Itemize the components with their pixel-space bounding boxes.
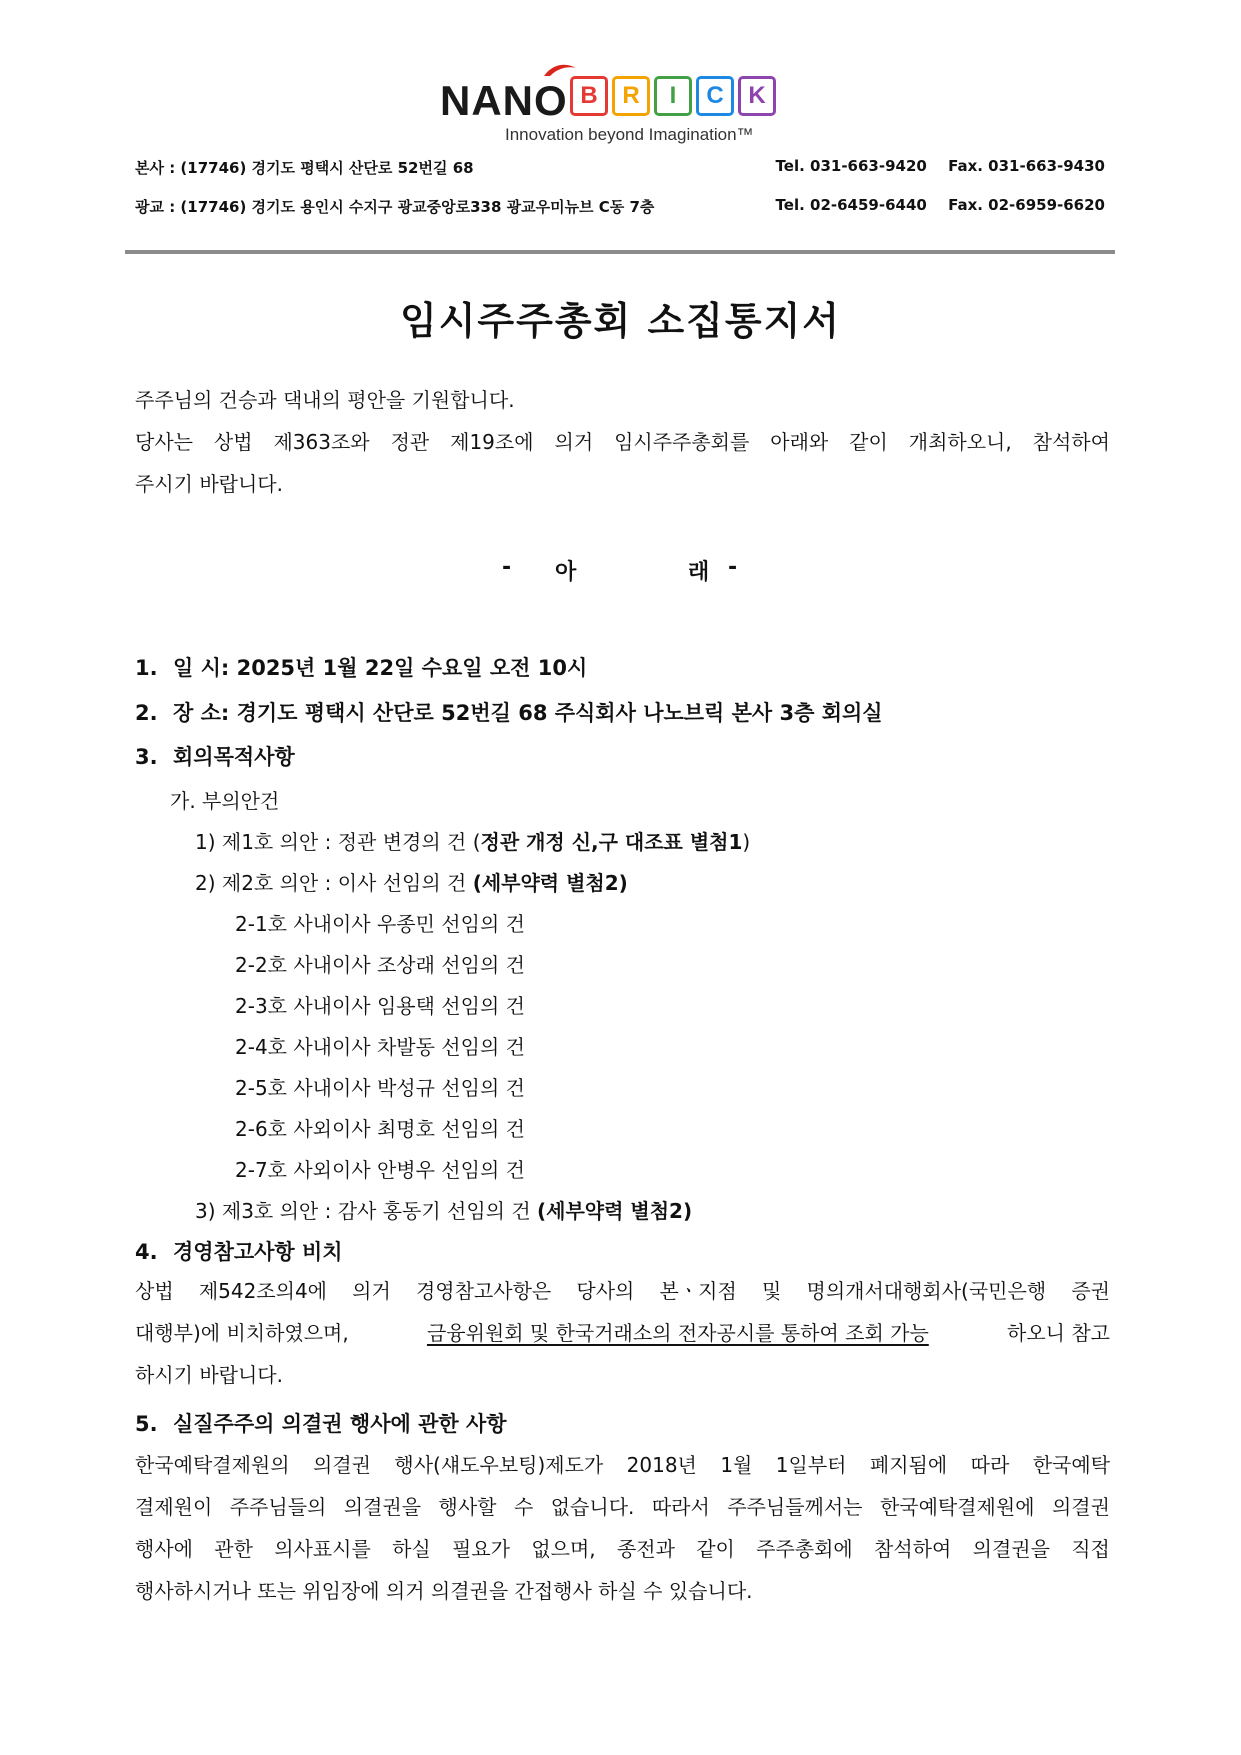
- logo-tagline: Innovation beyond Imagination™: [505, 125, 754, 144]
- item-4-paragraph: [135, 1270, 1110, 1396]
- word: 제542조의4에: [198, 1279, 327, 1303]
- agenda-2: [195, 867, 628, 896]
- logo-nano-text: NANO: [440, 77, 568, 124]
- word: 당사의: [576, 1279, 635, 1303]
- gwanggyo-fax: Fax. 02-6959-6620: [948, 196, 1105, 214]
- item-2-text: 장 소: 경기도 평택시 산단로 52번길 68 주식회사 나노브릭 본사 3층 회의실: [173, 701, 883, 725]
- word: 및: [762, 1279, 782, 1303]
- word: 당사는: [135, 430, 193, 454]
- word: 1월: [720, 1453, 753, 1477]
- item-5-line-1: [135, 1444, 1110, 1486]
- word: 종전과: [616, 1537, 675, 1561]
- word: 결제원이: [135, 1495, 213, 1519]
- agenda-3-attachment: (세부약력 별첨2): [537, 1199, 693, 1223]
- gwanggyo-contact: [760, 196, 1105, 218]
- logo-brick-b: B: [570, 76, 608, 116]
- word: 참석하여: [874, 1537, 952, 1561]
- logo-brick-c: C: [696, 76, 734, 116]
- agenda-1-text: 1) 제1호 의안 : 정관 변경의 건 (: [195, 830, 481, 854]
- below-dash-left: -: [502, 555, 512, 580]
- word: 상법: [135, 1279, 174, 1303]
- item-5-line-4: 행사하시거나 또는 위임장에 의거 의결권을 간접행사 하실 수 있습니다.: [135, 1579, 753, 1603]
- item-4-line-2-pre: 대행부)에 비치하였으며,: [135, 1321, 349, 1345]
- word: 행사할: [438, 1495, 497, 1519]
- item-3-number: 3.: [135, 745, 158, 769]
- item-4-line-3: 하시기 바랍니다.: [135, 1363, 283, 1387]
- item-5-paragraph: [135, 1444, 1110, 1612]
- hq-address-row: [135, 157, 1105, 179]
- intro-line-2: [135, 421, 1110, 463]
- word: 없으며,: [531, 1537, 596, 1561]
- word: 상법: [213, 430, 253, 454]
- intro-paragraph: [135, 379, 1110, 505]
- item-1-datetime: [135, 652, 587, 682]
- word: 주주님들께서는: [727, 1495, 863, 1519]
- item-1-text: 일 시: 2025년 1월 22일 수요일 오전 10시: [173, 656, 588, 680]
- word: 정관: [390, 430, 430, 454]
- agenda-heading: 가. 부의안건: [170, 789, 280, 813]
- item-3-agenda: [135, 741, 295, 771]
- agenda-1-attachment: 정관 개정 신,구 대조표 별첨1: [480, 830, 743, 854]
- logo-brick-k: K: [738, 76, 776, 116]
- word: 주주님들의: [229, 1495, 327, 1519]
- item-2-location: [135, 697, 883, 727]
- word: 본ㆍ지점: [659, 1279, 737, 1303]
- header-divider: [125, 250, 1115, 254]
- word: 필요가: [452, 1537, 511, 1561]
- item-4-text: 경영참고사항 비치: [173, 1240, 343, 1264]
- word: 수: [513, 1495, 534, 1519]
- word: 같이: [849, 430, 888, 454]
- word: 하실: [392, 1537, 431, 1561]
- hq-address: 본사 : (17746) 경기도 평택시 산단로 52번길 68: [135, 159, 474, 177]
- word: 의거: [352, 1279, 391, 1303]
- word: 아래와: [770, 430, 829, 454]
- word: 행사에: [135, 1537, 193, 1561]
- item-4-number: 4.: [135, 1240, 158, 1264]
- item-1-number: 1.: [135, 656, 158, 680]
- intro-line-3: 주시기 바랍니다.: [135, 472, 283, 496]
- gwanggyo-tel: Tel. 02-6459-6440: [775, 196, 927, 214]
- word: 따라: [970, 1453, 1010, 1477]
- word: 제363조와: [273, 430, 370, 454]
- agenda-3-text: 3) 제3호 의안 : 감사 홍동기 선임의 건: [195, 1199, 538, 1223]
- company-logo: [440, 62, 800, 152]
- word: 의결권: [313, 1453, 371, 1477]
- word: 한국예탁결제원의: [135, 1453, 290, 1477]
- item-4-line-2-post: 하오니 참고: [1007, 1321, 1110, 1345]
- item-5-number: 5.: [135, 1412, 158, 1436]
- document-title: 임시주주총회 소집통지서: [399, 299, 842, 343]
- word: 의결권을: [343, 1495, 422, 1519]
- agenda-2-sub-2: 2-2호 사내이사 조상래 선임의 건: [235, 953, 525, 977]
- word: 경영참고사항은: [415, 1279, 552, 1303]
- below-char-b: 래: [688, 560, 710, 585]
- item-2-number: 2.: [135, 701, 158, 725]
- below-dash-right: -: [728, 555, 738, 580]
- item-5-line-2: [135, 1486, 1110, 1528]
- word: 관한: [214, 1537, 253, 1561]
- below-char-a: 아: [555, 560, 577, 585]
- word: 의거: [554, 430, 594, 454]
- word: 없습니다.: [550, 1495, 635, 1519]
- word: 직접: [1071, 1537, 1110, 1561]
- agenda-2-sub-3: 2-3호 사내이사 임용택 선임의 건: [235, 994, 525, 1018]
- agenda-2-sub-6: 2-6호 사외이사 최명호 선임의 건: [235, 1117, 525, 1141]
- word: 행사(섀도우보팅)제도가: [394, 1453, 604, 1477]
- word: 의사표시를: [274, 1537, 371, 1561]
- intro-line-1: 주주님의 건승과 댁내의 평안을 기원합니다.: [135, 388, 515, 412]
- item-5-text: 실질주주의 의결권 행사에 관한 사항: [173, 1412, 507, 1436]
- word: 개최하오니,: [908, 430, 1012, 454]
- word: 폐지됨에: [869, 1453, 948, 1477]
- item-5-line-3: [135, 1528, 1110, 1570]
- word: 증권: [1071, 1279, 1110, 1303]
- word: 명의개서대행회사(국민은행: [806, 1279, 1047, 1303]
- item-4-reference: [135, 1236, 343, 1266]
- agenda-2-sub-7: 2-7호 사외이사 안병우 선임의 건: [235, 1158, 525, 1182]
- word: 주주총회에: [756, 1537, 853, 1561]
- agenda-2-sub-4: 2-4호 사내이사 차발동 선임의 건: [235, 1035, 525, 1059]
- agenda-2-attachment: (세부약력 별첨2): [472, 871, 628, 895]
- agenda-3: [195, 1195, 692, 1224]
- word: 한국예탁결제원에: [879, 1495, 1035, 1519]
- word: 한국예탁: [1032, 1453, 1110, 1477]
- agenda-1: [195, 826, 750, 855]
- word: 2018년: [626, 1453, 697, 1477]
- agenda-2-sub-1: 2-1호 사내이사 우종민 선임의 건: [235, 912, 525, 936]
- agenda-2-text: 2) 제2호 의안 : 이사 선임의 건: [195, 871, 473, 895]
- logo-bricks: [570, 76, 776, 116]
- word: 같이: [696, 1537, 735, 1561]
- item-4-line-2: [135, 1312, 1110, 1354]
- word: 따라서: [651, 1495, 710, 1519]
- agenda-1-close: ): [742, 830, 751, 854]
- word: 의결권: [1051, 1495, 1110, 1519]
- word: 임시주주총회를: [614, 430, 750, 454]
- logo-brick-r: R: [612, 76, 650, 116]
- item-3-text: 회의목적사항: [173, 745, 295, 769]
- word: 제19조에: [450, 430, 534, 454]
- word: 1일부터: [775, 1453, 847, 1477]
- logo-brick-i: I: [654, 76, 692, 116]
- item-5-voting: [135, 1408, 507, 1438]
- hq-tel: Tel. 031-663-9420: [775, 157, 927, 175]
- word: 의결권을: [972, 1537, 1050, 1561]
- gwanggyo-address: 광교 : (17746) 경기도 용인시 수지구 광교중앙로338 광교우미뉴브 C동 7층: [135, 198, 655, 216]
- gwanggyo-address-row: [135, 196, 1105, 218]
- word: 참석하여: [1032, 430, 1110, 454]
- agenda-2-sub-5: 2-5호 사내이사 박성규 선임의 건: [235, 1076, 525, 1100]
- item-4-line-1: [135, 1270, 1110, 1312]
- item-4-disclosure-note: 금융위원회 및 한국거래소의 전자공시를 통하여 조회 가능: [426, 1321, 929, 1345]
- hq-fax: Fax. 031-663-9430: [948, 157, 1105, 175]
- hq-contact: [760, 157, 1105, 179]
